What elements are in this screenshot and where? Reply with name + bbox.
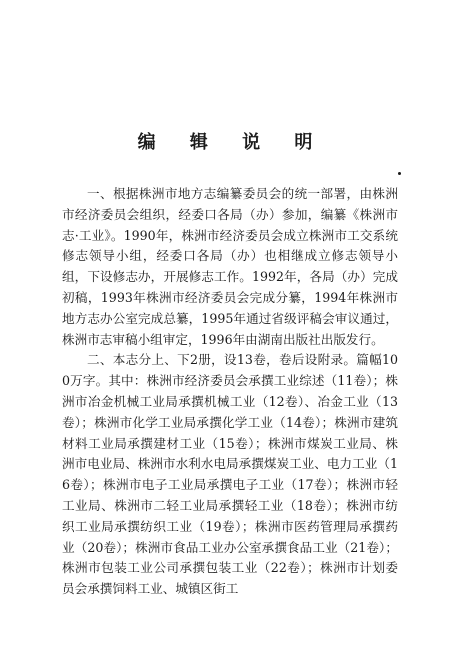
- ink-mark: [398, 172, 401, 175]
- paragraph-1: 一、根据株洲市地方志编纂委员会的统一部署，由株洲市经济委员会组织，经委口各局（办）参加，编纂《株洲市志·工业》。1990年，株洲市经济委员会成立株洲市工交系统修志领导小组，经委口各局（办）也相继成立修志领导小组，下设修志办，开展修志工作。1992年，各局（办）完成初稿，1993年株洲市经济委员会完成分纂，1994年株洲市地方志办公室完成总纂，1995年通过省级评稿会审议通过，株洲市志审稿小组审定，1996年由湖南出版社出版发行。: [62, 186, 398, 347]
- body-text: [62, 184, 398, 600]
- paragraph-2: 二、本志分上、下2册，设13卷，卷后设附录。篇幅100万字。其中：株洲市经济委员会承撰工业综述（11卷）；株洲市冶金机械工业局承撰机械工业（12卷）、冶金工业（13卷）；株洲市化学工业局承撰化学工业（14卷）；株洲市建筑材料工业局承撰建材工业（15卷）；株洲市煤炭工业局、株洲市电业局、株洲市水利水电局承撰煤炭工业、电力工业（16卷）；株洲市电子工业局承撰电子工业（17卷）；株洲市轻工业局、株洲市二轻工业局承撰轻工业（18卷）；株洲市纺织工业局承撰纺织工业（19卷）；株洲市医药管理局承撰药业（20卷）；株洲市食品工业办公室承撰食品工业（21卷）；株洲市包装工业公司承撰包装工业（22卷）；株洲市计划委员会承撰饲料工业、城镇区街工: [62, 352, 398, 597]
- page-title: 编 辑 说 明: [137, 132, 327, 153]
